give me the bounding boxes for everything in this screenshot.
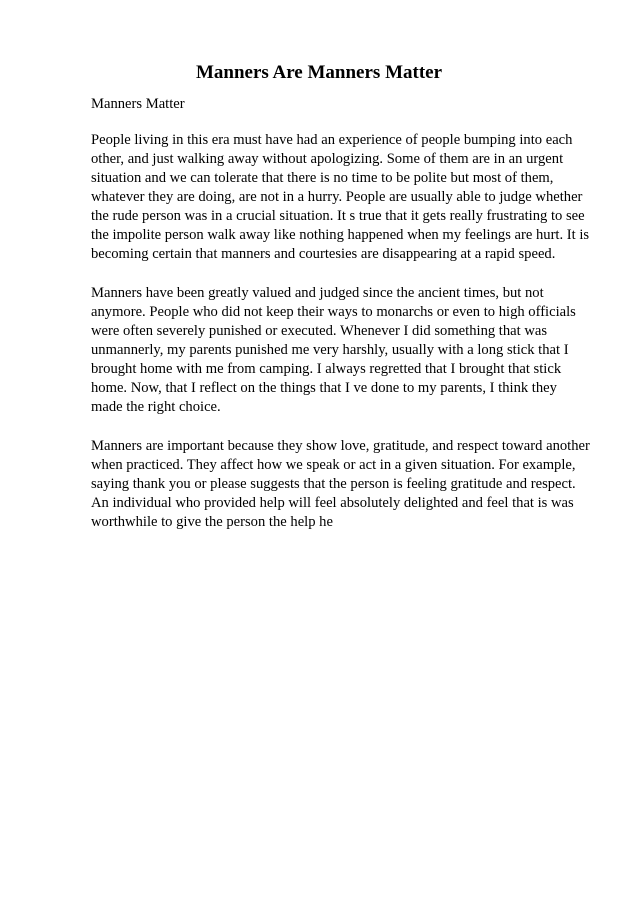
document-body bbox=[91, 131, 591, 552]
document-title: Manners Are Manners Matter bbox=[195, 62, 443, 83]
paragraph-2: Manners have been greatly valued and judged since the ancient times, but not anymore. People who did not keep their ways to monarchs or even to high officials were often severely punished or executed. Whenever I did something that was unmannerly, my parents punished me very harshly, usually with a long stick that I brought home with me from camping. I always regretted that I brought that stick home. Now, that I reflect on the things that I ve done to my parents, I think they made the right choice. bbox=[91, 285, 576, 415]
paragraph-1: People living in this era must have had an experience of people bumping into each other, and just walking away without apologizing. Some of them are in an urgent situation and we can tolerate that there is no time to be polite but most of them, whatever they are doing, are not in a hurry. People are usually able to judge whether the rude person was in a crucial situation. It s true that it gets really frustrating to see the impolite person walk away like nothing happened when my feelings are hurt. It is becoming certain that manners and courtesies are disappearing at a rapid speed. bbox=[91, 132, 590, 262]
paragraph-3: Manners are important because they show love, gratitude, and respect toward another when practiced. They affect how we speak or act in a given situation. For example, saying thank you or please suggests that the person is feeling gratitude and respect. An individual who provided help will feel absolutely delighted and feel that is was worthwhile to give the person the help he bbox=[91, 438, 590, 530]
document-subtitle: Manners Matter bbox=[91, 96, 185, 112]
